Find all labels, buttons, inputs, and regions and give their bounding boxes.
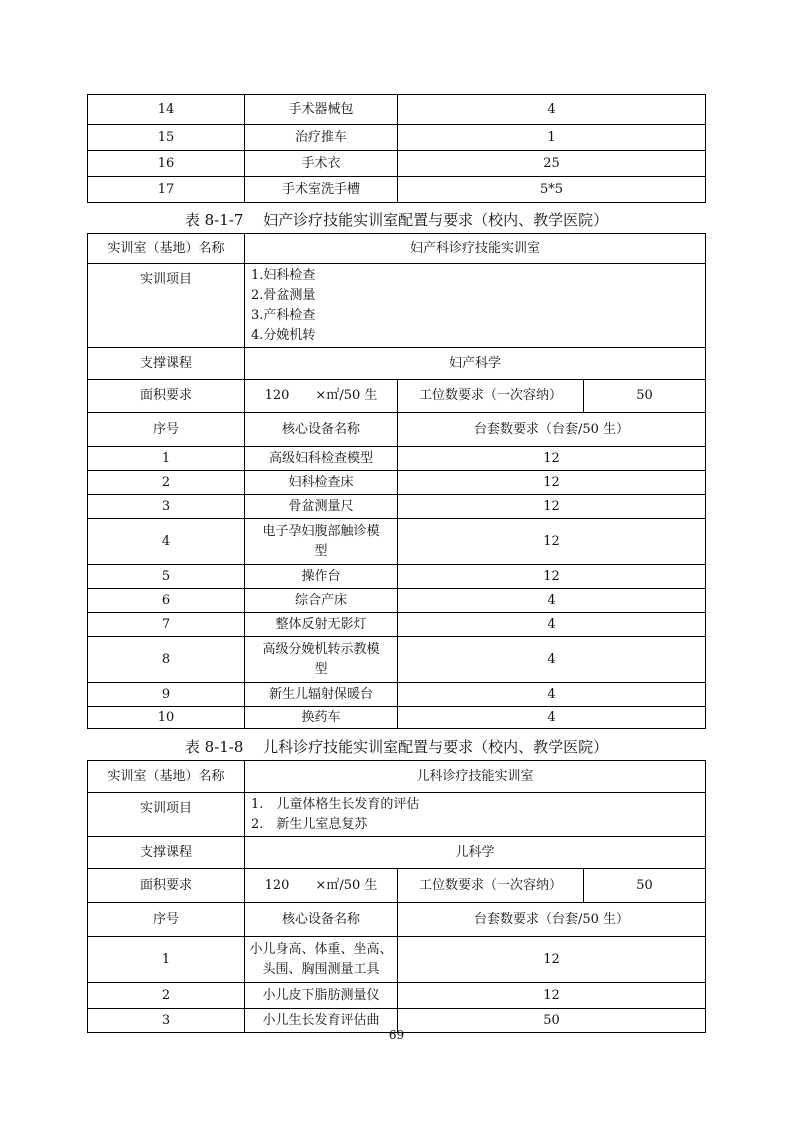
- header-row: [88, 903, 706, 937]
- project-item: 2.骨盆测量: [251, 288, 316, 303]
- equipment-name: 小儿生长发育评估曲: [245, 1009, 398, 1033]
- project-item: 2. 新生儿室息复苏: [251, 817, 368, 832]
- table-row: [88, 177, 706, 203]
- row-number: 1: [88, 937, 245, 983]
- col-header-qty: 台套数要求（台套/50 生）: [398, 413, 706, 447]
- course-row: [88, 837, 706, 869]
- row-number: 8: [88, 637, 245, 683]
- equipment-name-line: 型: [314, 661, 328, 677]
- header-row: [88, 413, 706, 447]
- projects-list: [245, 793, 706, 837]
- room-name: 儿科诊疗技能实训室: [245, 761, 706, 793]
- table-caption-8-1-8: 表 8-1-8 儿科诊疗技能实训室配置与要求（校内、教学医院）: [184, 738, 609, 756]
- equipment-qty: 4: [398, 683, 706, 707]
- row-number: 15: [88, 125, 245, 151]
- equipment-name: 手术衣: [245, 151, 398, 177]
- station-value: 50: [584, 380, 706, 413]
- equipment-name: 换药车: [245, 707, 398, 729]
- equipment-qty: 12: [398, 983, 706, 1009]
- table-row: [88, 447, 706, 471]
- equipment-name: 小儿皮下脂肪测量仪: [245, 983, 398, 1009]
- room-name: 妇产科诊疗技能实训室: [245, 234, 706, 264]
- projects-label: 实训项目: [88, 264, 245, 348]
- equipment-name: 骨盆测量尺: [245, 495, 398, 519]
- equipment-name: 妇科检查床: [245, 471, 398, 495]
- project-item: 3.产科检查: [251, 308, 316, 323]
- table-row: [88, 613, 706, 637]
- row-number: 4: [88, 519, 245, 565]
- equipment-qty: 12: [398, 937, 706, 983]
- project-item: 1.妇科检查: [251, 268, 316, 283]
- room-name-row: [88, 761, 706, 793]
- equipment-name-line: 高级分娩机转示教模: [262, 641, 380, 657]
- equipment-name: 手术器械包: [245, 95, 398, 125]
- table-row: [88, 151, 706, 177]
- station-label: 工位数要求（一次容纳）: [398, 380, 584, 413]
- project-item: 4.分娩机转: [251, 328, 316, 343]
- equipment-name: 新生儿辐射保暖台: [245, 683, 398, 707]
- equipment-qty: 1: [398, 125, 706, 151]
- table-row: [88, 95, 706, 125]
- page-number: 69: [388, 1028, 405, 1042]
- project-item: 1. 儿童体格生长发育的评估: [251, 797, 420, 812]
- equipment-name-line: 型: [314, 543, 328, 559]
- equipment-name-line: 头围、胸围测量工具: [262, 961, 380, 977]
- equipment-name: 治疗推车: [245, 125, 398, 151]
- equipment-qty: 4: [398, 707, 706, 729]
- row-number: 2: [88, 471, 245, 495]
- station-label: 工位数要求（一次容纳）: [398, 869, 584, 903]
- area-value: 120 ×㎡/50 生: [245, 380, 398, 413]
- table-row: [88, 589, 706, 613]
- equipment-qty: 12: [398, 471, 706, 495]
- row-number: 3: [88, 495, 245, 519]
- row-number: 9: [88, 683, 245, 707]
- table-caption-8-1-7: 表 8-1-7 妇产诊疗技能实训室配置与要求（校内、教学医院）: [184, 211, 609, 229]
- row-number: 5: [88, 565, 245, 589]
- course-name: 儿科学: [245, 837, 706, 869]
- equipment-name: 整体反射无影灯: [245, 613, 398, 637]
- equipment-name: 高级妇科检查模型: [245, 447, 398, 471]
- equipment-qty: 12: [398, 447, 706, 471]
- equipment-qty: 4: [398, 613, 706, 637]
- area-label: 面积要求: [88, 380, 245, 413]
- equipment-name: 操作台: [245, 565, 398, 589]
- col-header-no: 序号: [88, 903, 245, 937]
- table-row: [88, 983, 706, 1009]
- equipment-qty: 4: [398, 589, 706, 613]
- equipment-qty: 4: [398, 95, 706, 125]
- col-header-no: 序号: [88, 413, 245, 447]
- equipment-name: 综合产床: [245, 589, 398, 613]
- equipment-qty: 12: [398, 519, 706, 565]
- row-number: 3: [88, 1009, 245, 1033]
- obstetrics-lab-table: [87, 233, 706, 729]
- table-row: [88, 495, 706, 519]
- table-row: [88, 471, 706, 495]
- area-value: 120 ×㎡/50 生: [245, 869, 398, 903]
- equipment-qty: 5*5: [398, 177, 706, 203]
- pediatrics-lab-table: [87, 760, 706, 1033]
- row-number: 2: [88, 983, 245, 1009]
- row-number: 10: [88, 707, 245, 729]
- table-row: [88, 125, 706, 151]
- equipment-qty: 25: [398, 151, 706, 177]
- table-row: [88, 637, 706, 683]
- projects-list: [245, 264, 706, 348]
- equipment-name-line: 小儿身高、体重、坐高、: [249, 941, 393, 957]
- table-row: [88, 519, 706, 565]
- projects-row: [88, 793, 706, 837]
- equipment-qty: 4: [398, 637, 706, 683]
- station-value: 50: [584, 869, 706, 903]
- projects-row: [88, 264, 706, 348]
- col-header-name: 核心设备名称: [245, 413, 398, 447]
- table-row: [88, 683, 706, 707]
- room-name-row: [88, 234, 706, 264]
- equipment-qty: 12: [398, 565, 706, 589]
- row-number: 1: [88, 447, 245, 471]
- area-row: [88, 869, 706, 903]
- equipment-qty: 12: [398, 495, 706, 519]
- room-label: 实训室（基地）名称: [88, 761, 245, 793]
- col-header-name: 核心设备名称: [245, 903, 398, 937]
- row-number: 14: [88, 95, 245, 125]
- equipment-name: [245, 937, 398, 983]
- equipment-name: 手术室洗手槽: [245, 177, 398, 203]
- course-row: [88, 348, 706, 380]
- row-number: 17: [88, 177, 245, 203]
- equipment-name: [245, 519, 398, 565]
- col-header-qty: 台套数要求（台套/50 生）: [398, 903, 706, 937]
- table-row: [88, 707, 706, 729]
- room-label: 实训室（基地）名称: [88, 234, 245, 264]
- projects-label: 实训项目: [88, 793, 245, 837]
- course-label: 支撑课程: [88, 348, 245, 380]
- area-row: [88, 380, 706, 413]
- area-label: 面积要求: [88, 869, 245, 903]
- row-number: 16: [88, 151, 245, 177]
- equipment-name: [245, 637, 398, 683]
- course-name: 妇产科学: [245, 348, 706, 380]
- table-row: [88, 565, 706, 589]
- row-number: 7: [88, 613, 245, 637]
- equipment-qty: 50: [398, 1009, 706, 1033]
- course-label: 支撑课程: [88, 837, 245, 869]
- row-number: 6: [88, 589, 245, 613]
- table-row: [88, 937, 706, 983]
- equipment-name-line: 电子孕妇腹部触诊模: [262, 523, 380, 539]
- top-equipment-table: [87, 94, 706, 203]
